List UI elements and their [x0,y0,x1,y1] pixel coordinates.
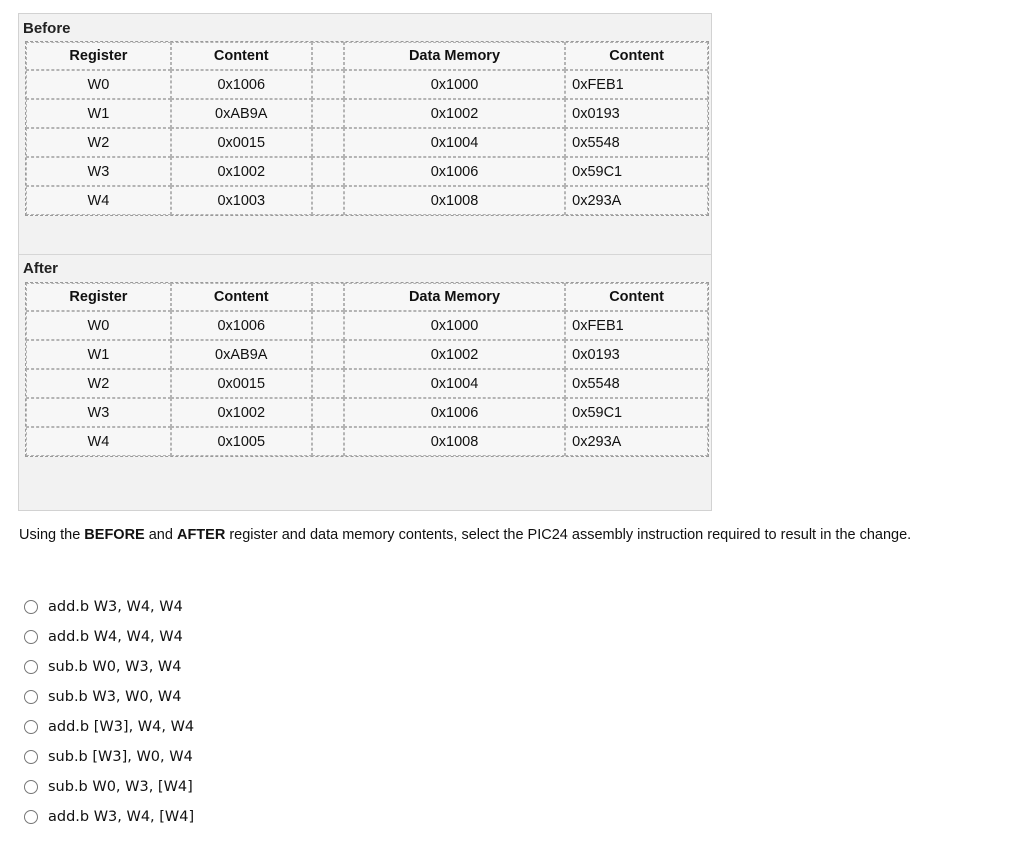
table-gap [312,398,344,427]
register-content-cell: 0x0015 [171,128,312,157]
register-memory-panel [18,13,712,511]
register-cell: W1 [26,340,171,369]
memory-content-cell: 0x293A [565,186,708,215]
register-content-header: Content [171,283,312,311]
memory-address-cell: 0x1002 [344,340,565,369]
memory-address-cell: 0x1002 [344,99,565,128]
memory-content-cell: 0xFEB1 [565,70,708,99]
answer-option[interactable] [24,592,194,622]
table-row [26,398,708,427]
table-gap [312,157,344,186]
data-memory-header: Data Memory [344,42,565,70]
radio-button[interactable] [24,750,38,764]
register-cell: W3 [26,398,171,427]
memory-address-cell: 0x1006 [344,157,565,186]
table-row [26,311,708,340]
radio-button[interactable] [24,630,38,644]
table-row [26,99,708,128]
register-cell: W0 [26,311,171,340]
before-section-title: Before [23,20,71,37]
memory-address-cell: 0x1000 [344,70,565,99]
table-gap [312,186,344,215]
memory-address-cell: 0x1000 [344,311,565,340]
table-gap [312,70,344,99]
before-table [25,41,709,216]
answer-option[interactable] [24,802,194,832]
table-row [26,128,708,157]
register-cell: W4 [26,427,171,456]
register-content-cell: 0x1003 [171,186,312,215]
register-content-cell: 0x1005 [171,427,312,456]
table-gap [312,128,344,157]
answer-option[interactable] [24,682,194,712]
option-label: sub.b W0, W3, [W4] [48,779,193,795]
radio-button[interactable] [24,810,38,824]
register-cell: W2 [26,369,171,398]
after-section-title: After [23,260,59,277]
register-header: Register [26,42,171,70]
memory-content-cell: 0x5548 [565,128,708,157]
question-after-keyword: AFTER [176,527,226,543]
option-label: sub.b W0, W3, W4 [48,659,182,675]
option-label: add.b [W3], W4, W4 [48,719,195,735]
register-header: Register [26,283,171,311]
table-gap [312,311,344,340]
table-row [26,369,708,398]
question-before-keyword: BEFORE [84,527,145,543]
radio-button[interactable] [24,600,38,614]
answer-option[interactable] [24,622,194,652]
before-header-row [26,42,708,70]
memory-address-cell: 0x1004 [344,369,565,398]
radio-button[interactable] [24,690,38,704]
memory-content-cell: 0xFEB1 [565,311,708,340]
table-row [26,186,708,215]
radio-button[interactable] [24,720,38,734]
memory-content-header: Content [565,42,708,70]
register-content-cell: 0x1006 [171,70,312,99]
table-gap [312,427,344,456]
register-cell: W4 [26,186,171,215]
table-gap [312,42,344,70]
memory-content-cell: 0x59C1 [565,398,708,427]
register-content-cell: 0x1002 [171,398,312,427]
radio-button[interactable] [24,660,38,674]
table-gap [312,99,344,128]
answer-option[interactable] [24,742,194,772]
answer-option[interactable] [24,712,194,742]
table-row [26,340,708,369]
memory-address-cell: 0x1004 [344,128,565,157]
register-content-cell: 0x0015 [171,369,312,398]
question-suffix: register and data memory contents, select the PIC24 assembly instruction required to result in the change. [225,527,912,543]
radio-button[interactable] [24,780,38,794]
option-label: sub.b W3, W0, W4 [48,689,182,705]
memory-address-cell: 0x1006 [344,398,565,427]
register-content-cell: 0xAB9A [171,99,312,128]
table-gap [312,283,344,311]
question-prefix: Using the [19,527,85,543]
memory-content-cell: 0x59C1 [565,157,708,186]
answer-option[interactable] [24,772,194,802]
option-label: sub.b [W3], W0, W4 [48,749,193,765]
memory-content-header: Content [565,283,708,311]
memory-content-cell: 0x293A [565,427,708,456]
after-header-row [26,283,708,311]
table-gap [312,340,344,369]
memory-content-cell: 0x0193 [565,340,708,369]
answer-option[interactable] [24,652,194,682]
memory-content-cell: 0x0193 [565,99,708,128]
memory-content-cell: 0x5548 [565,369,708,398]
after-table [25,282,709,457]
register-content-header: Content [171,42,312,70]
answer-options [24,592,194,832]
table-row [26,70,708,99]
register-content-cell: 0x1002 [171,157,312,186]
question-and: and [144,527,177,543]
table-row [26,427,708,456]
question-text [19,527,911,543]
data-memory-header: Data Memory [344,283,565,311]
register-cell: W1 [26,99,171,128]
table-gap [312,369,344,398]
register-cell: W2 [26,128,171,157]
memory-address-cell: 0x1008 [344,427,565,456]
register-cell: W0 [26,70,171,99]
memory-address-cell: 0x1008 [344,186,565,215]
section-divider [19,254,711,255]
register-content-cell: 0x1006 [171,311,312,340]
option-label: add.b W4, W4, W4 [48,629,183,645]
register-cell: W3 [26,157,171,186]
table-row [26,157,708,186]
option-label: add.b W3, W4, [W4] [48,809,195,825]
option-label: add.b W3, W4, W4 [48,599,183,615]
register-content-cell: 0xAB9A [171,340,312,369]
